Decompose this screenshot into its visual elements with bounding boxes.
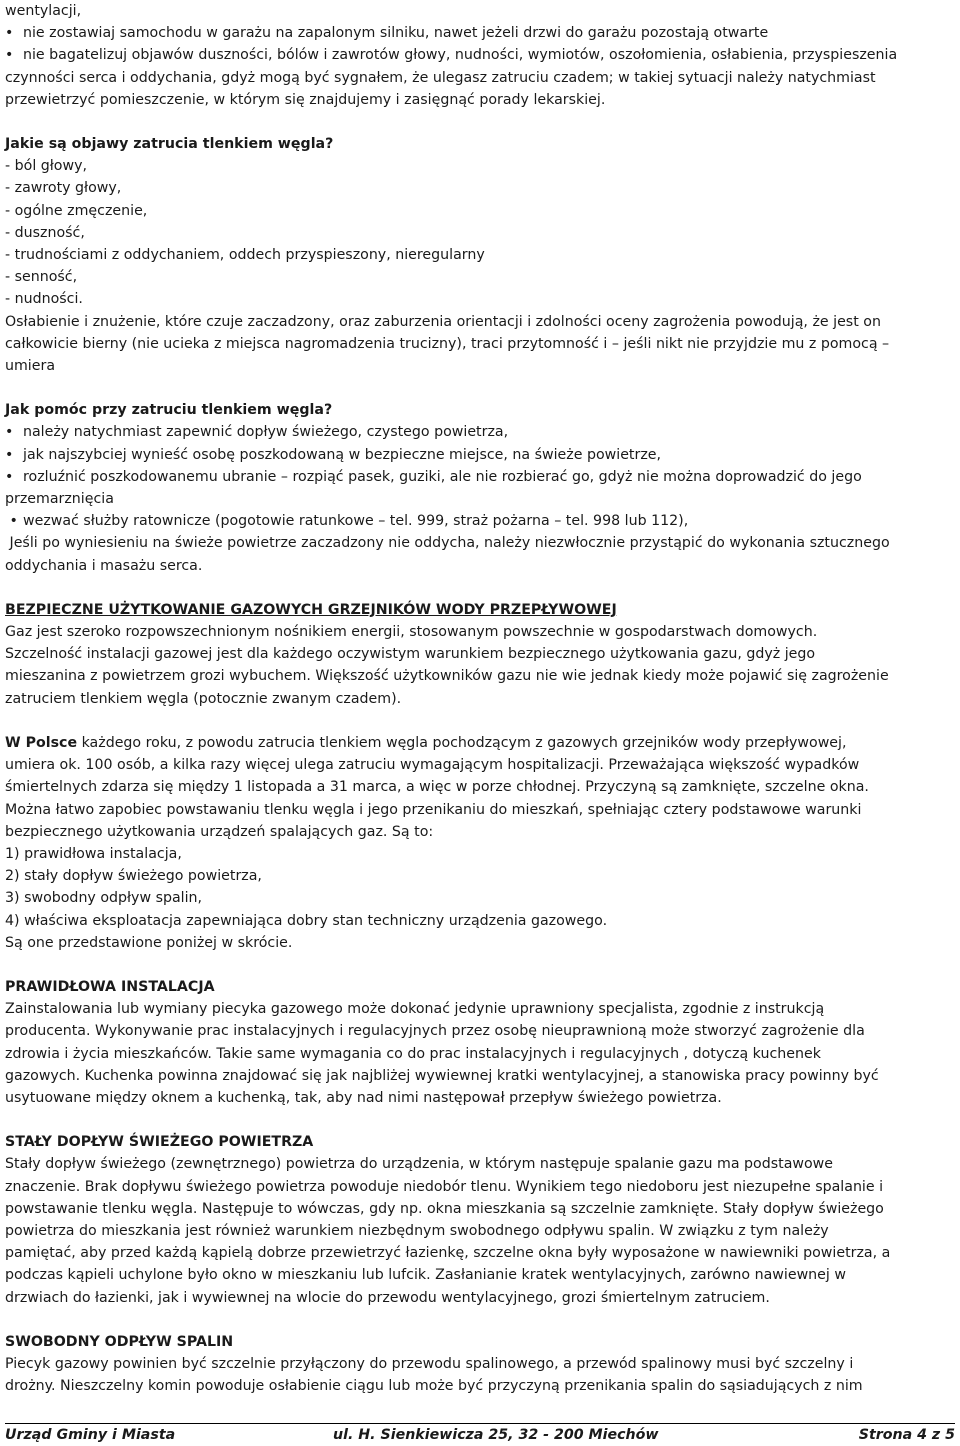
paragraph-line: umiera ok. 100 osób, a kilka razy więcej ulega zatruciu wymagającym hospitalizacji. Przeważająca większość wypadków <box>5 757 860 774</box>
bullet-text: rozluźnić poszkodowanemu ubranie – rozpiąć pasek, guziki, ale nie rozbierać go, gdyż nie można doprowadzić do jego <box>23 468 862 485</box>
paragraph-line: Piecyk gazowy powinien być szczelnie przyłączony do przewodu spalinowego, a przewód spalinowy musi być szczelny i <box>5 1355 854 1372</box>
bullet-continuation: przemarznięcia <box>5 491 114 508</box>
paragraph-text: każdego roku, z powodu zatrucia tlenkiem węgla pochodzącym z gazowych grzejników wody przepływowej, <box>77 734 847 751</box>
paragraph-line: Zainstalowania lub wymiany piecyka gazowego może dokonać jedynie uprawniony specjalista, zgodnie z instrukcją <box>5 1001 825 1018</box>
footer-page-number: Strona 4 z 5 <box>858 1427 955 1443</box>
paragraph-line: znaczenie. Brak dopływu świeżego powietrza powoduje niedobór tlenu. Wynikiem tego niedoboru jest niezupełne spalanie i <box>5 1178 884 1195</box>
bullet-icon: • <box>5 25 14 42</box>
bullet-item <box>5 44 953 66</box>
bullet-icon: • <box>5 446 14 463</box>
symptom-item: - ogólne zmęczenie, <box>5 202 148 219</box>
paragraph-line: bezpiecznego użytkowania urządzeń spalających gaz. Są to: <box>5 823 434 840</box>
paragraph-line: oddychania i masażu serca. <box>5 557 203 574</box>
symptom-item: - zawroty głowy, <box>5 180 122 197</box>
section-heading-air: STAŁY DOPŁYW ŚWIEŻEGO POWIETRZA <box>5 1134 314 1151</box>
paragraph-line: drożny. Nieszczelny komin powoduje osłabienie ciągu lub może być przyczyną przenikania spalin do sąsiadujących z nim <box>5 1378 863 1395</box>
paragraph-line: mieszanina z powietrzem grozi wybuchem. Większość użytkowników gazu nie wie jednak kiedy może pojawić się zagrożenie <box>5 668 889 685</box>
numbered-item: 4) właściwa eksploatacja zapewniająca dobry stan techniczny urządzenia gazowego. <box>5 912 608 929</box>
page-footer <box>5 1423 955 1446</box>
paragraph-line: producenta. Wykonywanie prac instalacyjnych i regulacyjnych przez osobę nieuprawnioną może stworzyć zagrożenie dla <box>5 1023 865 1040</box>
paragraph-line: gazowych. Kuchenka powinna znajdować się jak najbliżej wywiewnej kratki wentylacyjnej, a stanowiska pracy powinny być <box>5 1067 879 1084</box>
bullet-text: wezwać służby ratownicze (pogotowie ratunkowe – tel. 999, straż pożarna – tel. 998 lub 112), <box>23 513 689 530</box>
paragraph-line: powstawanie tlenku węgla. Następuje to wówczas, gdy np. okna mieszkania są szczelnie zamknięte. Stały dopływ świeżego <box>5 1200 884 1217</box>
section-heading-exhaust: SWOBODNY ODPŁYW SPALIN <box>5 1333 234 1350</box>
numbered-item: 3) swobodny odpływ spalin, <box>5 890 203 907</box>
symptom-item: - senność, <box>5 269 78 286</box>
bullet-item <box>5 421 953 443</box>
paragraph-line: Można łatwo zapobiec powstawaniu tlenku węgla i jego przenikaniu do mieszkań, spełniając cztery podstawowe warunki <box>5 801 862 818</box>
paragraph-line: Jeśli po wyniesieniu na świeże powietrze zaczadzony nie oddycha, należy niezwłocznie przystąpić do wykonania sztucznego <box>5 535 890 552</box>
symptom-item: - nudności. <box>5 291 83 308</box>
bullet-text: należy natychmiast zapewnić dopływ świeżego, czystego powietrza, <box>23 424 509 441</box>
paragraph-line: umiera <box>5 358 56 375</box>
intro-line: wentylacji, <box>5 3 82 19</box>
footer-address: ul. H. Sienkiewicza 25, 32 - 200 Miechów <box>333 1427 659 1443</box>
paragraph-line: Są one przedstawione poniżej w skrócie. <box>5 934 293 951</box>
bullet-icon: • <box>5 468 14 485</box>
paragraph-line: podczas kąpieli uchylone było okno w mieszkaniu lub lufcik. Zasłanianie kratek wentylacyjnych, zarówno nawiewnej w <box>5 1267 846 1284</box>
bullet-item <box>5 466 953 488</box>
section-heading-help: Jak pomóc przy zatruciu tlenkiem węgla? <box>5 402 333 419</box>
bullet-icon: • <box>5 424 14 441</box>
paragraph-line: pamiętać, aby przed każdą kąpielą dobrze przewietrzyć łazienkę, szczelne okna były wyposażone w nawiewniki powietrza, a <box>5 1245 891 1262</box>
document-page <box>5 0 953 1397</box>
bullet-icon: • <box>5 47 14 64</box>
paragraph-line: zatruciem tlenkiem węgla (potocznie zwanym czadem). <box>5 690 402 707</box>
bullet-item <box>5 22 953 44</box>
paragraph-line: Stały dopływ świeżego (zewnętrznego) powietrza do urządzenia, w którym następuje spalanie gazu ma podstawowe <box>5 1156 834 1173</box>
footer-office: Urząd Gminy i Miasta <box>5 1427 176 1443</box>
paragraph-line: czynności serca i oddychania, gdyż mogą być sygnałem, że ulegasz zatruciu czadem; w takiej sytuacji należy natychmiast <box>5 69 876 86</box>
paragraph-line: zdrowia i życia mieszkańców. Takie same wymagania co do prac instalacyjnych i regulacyjnych , dotyczą kuchenek <box>5 1045 821 1062</box>
section-heading-installation: PRAWIDŁOWA INSTALACJA <box>5 978 215 995</box>
paragraph-line: powietrza do mieszkania jest również warunkiem niezbędnym swobodnego odpływu spalin. W związku z tym należy <box>5 1222 829 1239</box>
paragraph-line: Gaz jest szeroko rozpowszechnionym nośnikiem energii, stosowanym powszechnie w gospodarstwach domowych. <box>5 624 818 641</box>
bullet-item <box>5 510 953 532</box>
bullet-text: nie bagatelizuj objawów duszności, bólów i zawrotów głowy, nudności, wymiotów, oszołomienia, osłabienia, przyspieszenia <box>23 47 898 64</box>
section-heading-safe-use: BEZPIECZNE UŻYTKOWANIE GAZOWYCH GRZEJNIKÓW WODY PRZEPŁYWOWEJ <box>5 601 617 618</box>
bullet-text: jak najszybciej wynieść osobę poszkodowaną w bezpieczne miejsce, na świeże powietrze, <box>23 446 662 463</box>
bold-lead: W Polsce <box>5 734 78 751</box>
bullet-text: nie zostawiaj samochodu w garażu na zapalonym silniku, nawet jeżeli drzwi do garażu pozostają otwarte <box>23 25 769 42</box>
symptom-item: - duszność, <box>5 224 85 241</box>
bullet-icon: • <box>5 513 18 530</box>
paragraph-line: Szczelność instalacji gazowej jest dla każdego oczywistym warunkiem bezpiecznego użytkowania gazu, gdyż jego <box>5 646 816 663</box>
paragraph-line: usytuowane między oknem a kuchenką, tak, aby nad nimi następował przepływ świeżego powietrza. <box>5 1089 722 1106</box>
symptom-item: - trudnościami z oddychaniem, oddech przyspieszony, nieregularny <box>5 247 485 264</box>
bullet-item <box>5 444 953 466</box>
paragraph-line <box>5 732 953 754</box>
paragraph-line: śmiertelnych zdarza się między 1 listopada a 31 marca, a więc w porze chłodnej. Przyczyną są zamknięte, szczelne okna. <box>5 779 869 796</box>
paragraph-line: całkowicie bierny (nie ucieka z miejsca nagromadzenia trucizny), traci przytomność i – jeśli nikt nie przyjdzie mu z pomocą – <box>5 335 890 352</box>
section-heading-symptoms: Jakie są objawy zatrucia tlenkiem węgla? <box>5 136 334 153</box>
symptom-item: - ból głowy, <box>5 158 87 175</box>
numbered-item: 2) stały dopływ świeżego powietrza, <box>5 868 262 885</box>
numbered-item: 1) prawidłowa instalacja, <box>5 845 182 862</box>
paragraph-line: Osłabienie i znużenie, które czuje zaczadzony, oraz zaburzenia orientacji i zdolności oceny zagrożenia powodują, że jest on <box>5 313 881 330</box>
paragraph-line: drzwiach do łazienki, jak i wywiewnej na wlocie do przewodu wentylacyjnego, grozi śmiertelnym zatruciem. <box>5 1289 770 1306</box>
paragraph-line: przewietrzyć pomieszczenie, w którym się znajdujemy i zasięgnąć porady lekarskiej. <box>5 91 606 108</box>
